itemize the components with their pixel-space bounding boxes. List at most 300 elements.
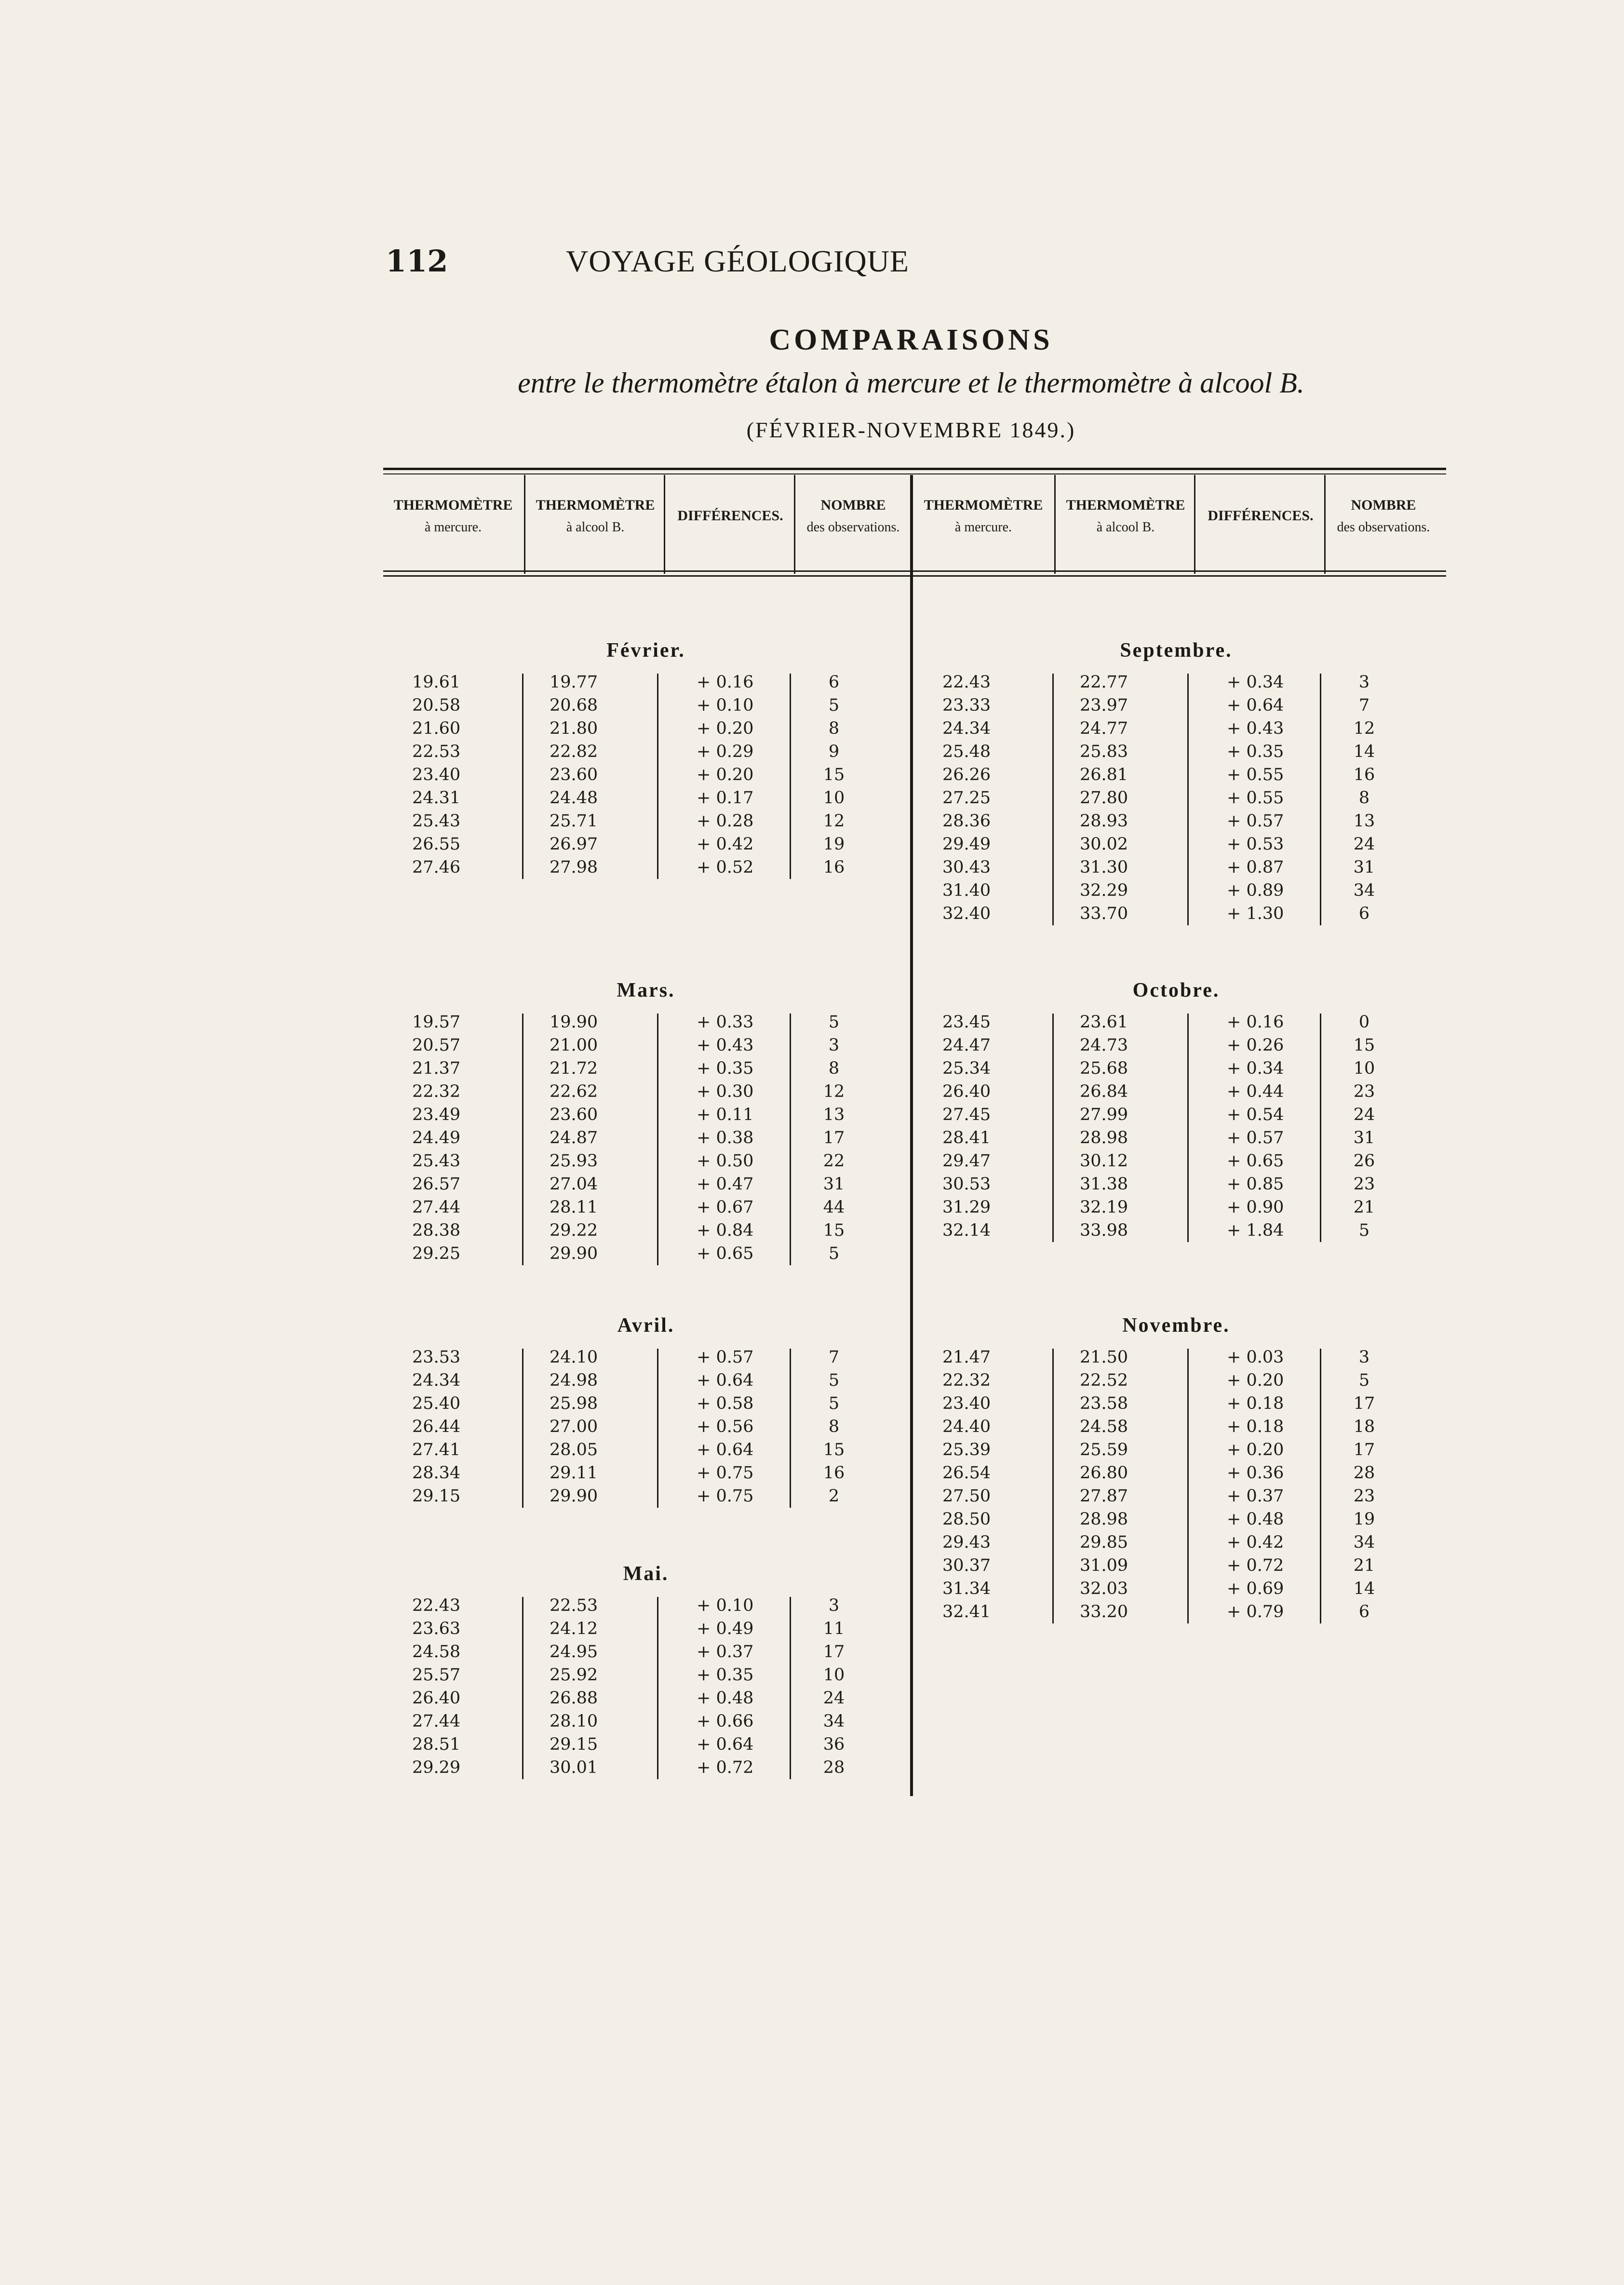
- alcohol-value: 24.10: [550, 1348, 598, 1367]
- difference-value: + 0.03: [1227, 1348, 1284, 1367]
- table-row: [913, 1198, 1439, 1221]
- alcohol-value: 29.85: [1080, 1533, 1128, 1552]
- alcohol-value: 23.61: [1080, 1013, 1128, 1032]
- mercury-value: 27.25: [942, 788, 991, 808]
- column-separator: [522, 674, 523, 879]
- observation-count: 8: [828, 1059, 840, 1078]
- difference-value: + 0.43: [1227, 719, 1284, 738]
- difference-value: + 0.50: [697, 1151, 754, 1171]
- column-header-main: THERMOMÈTRE: [924, 497, 1043, 514]
- mercury-value: 29.25: [412, 1244, 461, 1263]
- alcohol-value: 22.62: [550, 1082, 598, 1101]
- difference-value: + 0.48: [697, 1689, 754, 1708]
- mercury-value: 29.43: [942, 1533, 991, 1552]
- alcohol-value: 19.77: [550, 673, 598, 692]
- difference-value: + 0.75: [697, 1463, 754, 1483]
- difference-value: + 0.16: [697, 673, 754, 692]
- observation-count: 8: [828, 719, 840, 738]
- difference-value: + 0.52: [697, 858, 754, 877]
- mercury-value: 21.60: [412, 719, 461, 738]
- column-separator: [657, 1349, 658, 1508]
- mercury-value: 23.49: [412, 1105, 461, 1124]
- difference-value: + 0.34: [1227, 1059, 1284, 1078]
- mercury-value: 25.48: [942, 742, 991, 761]
- table-row: [383, 1244, 909, 1267]
- observation-count: 15: [1353, 1036, 1375, 1055]
- alcohol-value: 28.98: [1080, 1510, 1128, 1529]
- observation-count: 31: [1353, 858, 1375, 877]
- table-subtitle: entre le thermomètre étalon à mercure et le thermomètre à alcool B.: [518, 367, 1304, 399]
- table-row: [913, 1510, 1439, 1533]
- mercury-value: 28.34: [412, 1463, 461, 1483]
- alcohol-value: 22.77: [1080, 673, 1128, 692]
- top-rule: [383, 468, 1446, 470]
- difference-value: + 0.55: [1227, 788, 1284, 808]
- observation-count: 7: [828, 1348, 840, 1367]
- column-header-main: NOMBRE: [820, 497, 886, 514]
- table-row: [913, 1556, 1439, 1579]
- table-row: [383, 811, 909, 835]
- alcohol-value: 29.90: [550, 1487, 598, 1506]
- table-row: [913, 1059, 1439, 1082]
- observation-count: 15: [823, 765, 845, 784]
- mercury-value: 29.47: [942, 1151, 991, 1171]
- difference-value: + 0.65: [697, 1244, 754, 1263]
- table-row: [383, 1619, 909, 1642]
- mercury-value: 24.49: [412, 1128, 461, 1148]
- mercury-value: 28.50: [942, 1510, 991, 1529]
- alcohol-value: 27.04: [550, 1175, 598, 1194]
- column-header-main: THERMOMÈTRE: [1066, 497, 1185, 514]
- alcohol-value: 33.98: [1080, 1221, 1128, 1240]
- alcohol-value: 20.68: [550, 696, 598, 715]
- alcohol-value: 25.92: [550, 1665, 598, 1685]
- column-separator: [790, 674, 791, 879]
- observation-count: 12: [823, 811, 845, 831]
- table-row: [383, 1440, 909, 1463]
- observation-count: 19: [823, 835, 845, 854]
- mercury-value: 21.47: [942, 1348, 991, 1367]
- running-title: VOYAGE GÉOLOGIQUE: [566, 244, 909, 278]
- difference-value: + 0.53: [1227, 835, 1284, 854]
- mercury-value: 26.57: [412, 1175, 461, 1194]
- alcohol-value: 28.93: [1080, 811, 1128, 831]
- table-row: [383, 1712, 909, 1735]
- alcohol-value: 28.11: [550, 1198, 598, 1217]
- table-row: [913, 1579, 1439, 1602]
- alcohol-value: 24.73: [1080, 1036, 1128, 1055]
- alcohol-value: 21.00: [550, 1036, 598, 1055]
- observation-count: 18: [1353, 1417, 1375, 1436]
- observation-count: 17: [823, 1642, 845, 1662]
- alcohol-value: 26.88: [550, 1689, 598, 1708]
- mercury-value: 31.40: [942, 881, 991, 900]
- column-header-main: THERMOMÈTRE: [536, 497, 655, 514]
- table-row: [913, 1013, 1439, 1036]
- observation-count: 23: [1353, 1082, 1375, 1101]
- alcohol-value: 22.82: [550, 742, 598, 761]
- mercury-value: 28.36: [942, 811, 991, 831]
- mercury-value: 19.61: [412, 673, 461, 692]
- alcohol-value: 23.58: [1080, 1394, 1128, 1413]
- mercury-value: 20.58: [412, 696, 461, 715]
- column-header: [1056, 480, 1195, 552]
- mercury-value: 23.40: [412, 765, 461, 784]
- table-row: [383, 1394, 909, 1417]
- mercury-value: 28.41: [942, 1128, 991, 1148]
- column-separator: [522, 1349, 523, 1508]
- table-row: [383, 1059, 909, 1082]
- alcohol-value: 26.84: [1080, 1082, 1128, 1101]
- column-separator: [1187, 674, 1189, 925]
- observation-count: 9: [828, 742, 840, 761]
- mercury-value: 24.34: [412, 1371, 461, 1390]
- difference-value: + 0.58: [697, 1394, 754, 1413]
- observation-count: 28: [1353, 1463, 1375, 1483]
- column-header: [1326, 480, 1441, 552]
- difference-value: + 0.36: [1227, 1463, 1284, 1483]
- table-row: [913, 1533, 1439, 1556]
- table-row: [383, 1735, 909, 1758]
- alcohol-value: 33.70: [1080, 904, 1128, 923]
- column-header-main: THERMOMÈTRE: [393, 497, 513, 514]
- mercury-value: 25.39: [942, 1440, 991, 1460]
- observation-count: 10: [1353, 1059, 1375, 1078]
- mercury-value: 27.46: [412, 858, 461, 877]
- column-header: [383, 480, 523, 552]
- mercury-value: 26.54: [942, 1463, 991, 1483]
- table-title: COMPARAISONS: [769, 324, 1053, 356]
- mercury-value: 22.32: [412, 1082, 461, 1101]
- mercury-value: 23.53: [412, 1348, 461, 1367]
- alcohol-value: 24.98: [550, 1371, 598, 1390]
- table-row: [913, 673, 1439, 696]
- difference-value: + 0.20: [1227, 1371, 1284, 1390]
- difference-value: + 0.56: [697, 1417, 754, 1436]
- alcohol-value: 19.90: [550, 1013, 598, 1032]
- header-rule-2: [383, 575, 1446, 577]
- observation-count: 17: [1353, 1440, 1375, 1460]
- month-heading: Mars.: [617, 979, 675, 1001]
- mercury-value: 25.43: [412, 811, 461, 831]
- difference-value: + 0.72: [1227, 1556, 1284, 1575]
- table-row: [913, 719, 1439, 742]
- observation-count: 13: [1353, 811, 1375, 831]
- mercury-value: 22.53: [412, 742, 461, 761]
- observation-count: 7: [1358, 696, 1370, 715]
- month-heading: Novembre.: [1122, 1314, 1230, 1337]
- difference-value: + 0.18: [1227, 1394, 1284, 1413]
- alcohol-value: 29.90: [550, 1244, 598, 1263]
- difference-value: + 0.64: [697, 1440, 754, 1460]
- difference-value: + 0.20: [697, 719, 754, 738]
- page-header: [386, 243, 1089, 287]
- mercury-value: 22.43: [412, 1596, 461, 1615]
- difference-value: + 0.49: [697, 1619, 754, 1638]
- table-row: [913, 1417, 1439, 1440]
- mercury-value: 25.43: [412, 1151, 461, 1171]
- column-header-sub: à alcool B.: [566, 519, 625, 535]
- mercury-value: 31.34: [942, 1579, 991, 1598]
- observation-count: 21: [1353, 1556, 1375, 1575]
- difference-value: + 0.69: [1227, 1579, 1284, 1598]
- mercury-value: 30.53: [942, 1175, 991, 1194]
- column-separator: [1052, 1349, 1054, 1623]
- observation-count: 3: [1358, 1348, 1370, 1367]
- alcohol-value: 27.00: [550, 1417, 598, 1436]
- observation-count: 13: [823, 1105, 845, 1124]
- difference-value: + 0.65: [1227, 1151, 1284, 1171]
- column-separator: [790, 1349, 791, 1508]
- alcohol-value: 33.20: [1080, 1602, 1128, 1622]
- column-separator: [1052, 1014, 1054, 1242]
- alcohol-value: 21.80: [550, 719, 598, 738]
- table-row: [383, 673, 909, 696]
- difference-value: + 0.42: [1227, 1533, 1284, 1552]
- observation-count: 16: [1353, 765, 1375, 784]
- mercury-value: 26.40: [942, 1082, 991, 1101]
- mercury-value: 23.33: [942, 696, 991, 715]
- table-row: [913, 1175, 1439, 1198]
- table-row: [383, 1642, 909, 1665]
- table-row: [383, 1689, 909, 1712]
- column-separator: [790, 1014, 791, 1265]
- difference-value: + 0.75: [697, 1487, 754, 1506]
- comparison-table: [383, 460, 1446, 1796]
- table-row: [383, 719, 909, 742]
- table-row: [913, 835, 1439, 858]
- alcohol-value: 27.87: [1080, 1487, 1128, 1506]
- difference-value: + 0.28: [697, 811, 754, 831]
- table-row: [383, 1198, 909, 1221]
- column-header-main: DIFFÉRENCES.: [677, 507, 783, 524]
- observation-count: 3: [828, 1596, 840, 1615]
- table-period: (FÉVRIER-NOVEMBRE 1849.): [746, 418, 1076, 442]
- alcohol-value: 32.03: [1080, 1579, 1128, 1598]
- table-row: [913, 1151, 1439, 1175]
- difference-value: + 0.42: [697, 835, 754, 854]
- observation-count: 12: [823, 1082, 845, 1101]
- difference-value: + 0.66: [697, 1712, 754, 1731]
- column-separator: [657, 674, 658, 879]
- mercury-value: 19.57: [412, 1013, 461, 1032]
- observation-count: 3: [1358, 673, 1370, 692]
- difference-value: + 0.64: [697, 1735, 754, 1754]
- observation-count: 16: [823, 1463, 845, 1483]
- table-row: [383, 858, 909, 881]
- difference-value: + 0.30: [697, 1082, 754, 1101]
- column-separator: [522, 1597, 523, 1779]
- observation-count: 8: [1358, 788, 1370, 808]
- column-header-sub: des observations.: [806, 519, 900, 535]
- table-row: [913, 1394, 1439, 1417]
- table-row: [913, 1487, 1439, 1510]
- header-column-separator: [1324, 475, 1326, 574]
- observation-count: 10: [823, 1665, 845, 1685]
- observation-count: 5: [828, 1394, 840, 1413]
- table-row: [383, 742, 909, 765]
- table-row: [913, 742, 1439, 765]
- observation-count: 17: [1353, 1394, 1375, 1413]
- table-row: [383, 835, 909, 858]
- table-row: [383, 1082, 909, 1105]
- column-separator: [1187, 1014, 1189, 1242]
- table-row: [383, 765, 909, 788]
- column-separator: [657, 1597, 658, 1779]
- difference-value: + 0.35: [697, 1059, 754, 1078]
- column-header: [1195, 480, 1326, 552]
- observation-count: 44: [823, 1198, 845, 1217]
- difference-value: + 0.89: [1227, 881, 1284, 900]
- mercury-value: 26.44: [412, 1417, 461, 1436]
- difference-value: + 0.35: [697, 1665, 754, 1685]
- mercury-value: 27.44: [412, 1198, 461, 1217]
- observation-count: 34: [823, 1712, 845, 1731]
- header-column-separator: [524, 475, 525, 574]
- table-row: [383, 1758, 909, 1781]
- table-row: [383, 1221, 909, 1244]
- mercury-value: 29.29: [412, 1758, 461, 1777]
- table-row: [383, 1417, 909, 1440]
- mercury-value: 23.45: [942, 1013, 991, 1032]
- difference-value: + 0.57: [697, 1348, 754, 1367]
- alcohol-value: 31.38: [1080, 1175, 1128, 1194]
- difference-value: + 0.54: [1227, 1105, 1284, 1124]
- difference-value: + 0.67: [697, 1198, 754, 1217]
- table-row: [383, 1487, 909, 1510]
- difference-value: + 0.87: [1227, 858, 1284, 877]
- column-separator: [790, 1597, 791, 1779]
- mercury-value: 28.51: [412, 1735, 461, 1754]
- mercury-value: 28.38: [412, 1221, 461, 1240]
- mercury-value: 26.40: [412, 1689, 461, 1708]
- mercury-value: 32.40: [942, 904, 991, 923]
- mercury-value: 25.57: [412, 1665, 461, 1685]
- table-row: [913, 1036, 1439, 1059]
- alcohol-value: 25.71: [550, 811, 598, 831]
- observation-count: 2: [828, 1487, 840, 1506]
- difference-value: + 0.33: [697, 1013, 754, 1032]
- table-row: [913, 1082, 1439, 1105]
- table-row: [383, 1463, 909, 1487]
- difference-value: + 0.57: [1227, 1128, 1284, 1148]
- table-row: [913, 765, 1439, 788]
- table-row: [913, 811, 1439, 835]
- table-row: [383, 1665, 909, 1689]
- header-rule: [383, 570, 1446, 572]
- mercury-value: 25.34: [942, 1059, 991, 1078]
- column-header: [665, 480, 795, 552]
- observation-count: 31: [823, 1175, 845, 1194]
- table-row: [383, 1371, 909, 1394]
- column-header-sub: à mercure.: [424, 519, 482, 535]
- column-separator: [1320, 674, 1321, 925]
- difference-value: + 0.55: [1227, 765, 1284, 784]
- alcohol-value: 23.97: [1080, 696, 1128, 715]
- observation-count: 31: [1353, 1128, 1375, 1148]
- mercury-value: 32.14: [942, 1221, 991, 1240]
- center-divider: [910, 475, 913, 1796]
- difference-value: + 0.16: [1227, 1013, 1284, 1032]
- observation-count: 36: [823, 1735, 845, 1754]
- difference-value: + 0.64: [697, 1371, 754, 1390]
- difference-value: + 0.26: [1227, 1036, 1284, 1055]
- table-row: [913, 1221, 1439, 1244]
- top-rule-thin: [383, 473, 1446, 474]
- difference-value: + 0.79: [1227, 1602, 1284, 1622]
- table-row: [383, 1128, 909, 1151]
- mercury-value: 23.40: [942, 1394, 991, 1413]
- alcohol-value: 28.05: [550, 1440, 598, 1460]
- table-row: [383, 1348, 909, 1371]
- month-heading: Octobre.: [1132, 979, 1220, 1001]
- table-row: [383, 1175, 909, 1198]
- mercury-value: 25.40: [412, 1394, 461, 1413]
- observation-count: 19: [1353, 1510, 1375, 1529]
- difference-value: + 0.37: [1227, 1487, 1284, 1506]
- column-header-sub: à mercure.: [954, 519, 1012, 535]
- mercury-value: 24.31: [412, 788, 461, 808]
- observation-count: 34: [1353, 881, 1375, 900]
- alcohol-value: 27.80: [1080, 788, 1128, 808]
- alcohol-value: 31.09: [1080, 1556, 1128, 1575]
- difference-value: + 0.44: [1227, 1082, 1284, 1101]
- alcohol-value: 28.98: [1080, 1128, 1128, 1148]
- observation-count: 15: [823, 1440, 845, 1460]
- column-separator: [1320, 1349, 1321, 1623]
- observation-count: 17: [823, 1128, 845, 1148]
- difference-value: + 0.35: [1227, 742, 1284, 761]
- difference-value: + 1.30: [1227, 904, 1284, 923]
- difference-value: + 0.84: [697, 1221, 754, 1240]
- observation-count: 0: [1358, 1013, 1370, 1032]
- column-separator: [1320, 1014, 1321, 1242]
- table-row: [913, 904, 1439, 927]
- column-separator: [657, 1014, 658, 1265]
- observation-count: 6: [828, 673, 840, 692]
- alcohol-value: 24.48: [550, 788, 598, 808]
- observation-count: 16: [823, 858, 845, 877]
- difference-value: + 0.10: [697, 696, 754, 715]
- observation-count: 5: [828, 696, 840, 715]
- table-row: [383, 1596, 909, 1619]
- observation-count: 23: [1353, 1175, 1375, 1194]
- observation-count: 6: [1358, 904, 1370, 923]
- observation-count: 24: [1353, 835, 1375, 854]
- alcohol-value: 25.68: [1080, 1059, 1128, 1078]
- header-column-separator: [664, 475, 665, 574]
- observation-count: 12: [1353, 719, 1375, 738]
- column-header-sub: à alcool B.: [1096, 519, 1155, 535]
- alcohol-value: 30.02: [1080, 835, 1128, 854]
- difference-value: + 0.34: [1227, 673, 1284, 692]
- header-column-separator: [794, 475, 795, 574]
- difference-value: + 0.18: [1227, 1417, 1284, 1436]
- alcohol-value: 30.01: [550, 1758, 598, 1777]
- alcohol-value: 25.98: [550, 1394, 598, 1413]
- alcohol-value: 26.81: [1080, 765, 1128, 784]
- alcohol-value: 32.19: [1080, 1198, 1128, 1217]
- alcohol-value: 24.12: [550, 1619, 598, 1638]
- table-row: [383, 788, 909, 811]
- alcohol-value: 27.98: [550, 858, 598, 877]
- table-row: [913, 1371, 1439, 1394]
- alcohol-value: 22.52: [1080, 1371, 1128, 1390]
- alcohol-value: 24.77: [1080, 719, 1128, 738]
- mercury-value: 27.45: [942, 1105, 991, 1124]
- mercury-value: 26.55: [412, 835, 461, 854]
- observation-count: 5: [1358, 1371, 1370, 1390]
